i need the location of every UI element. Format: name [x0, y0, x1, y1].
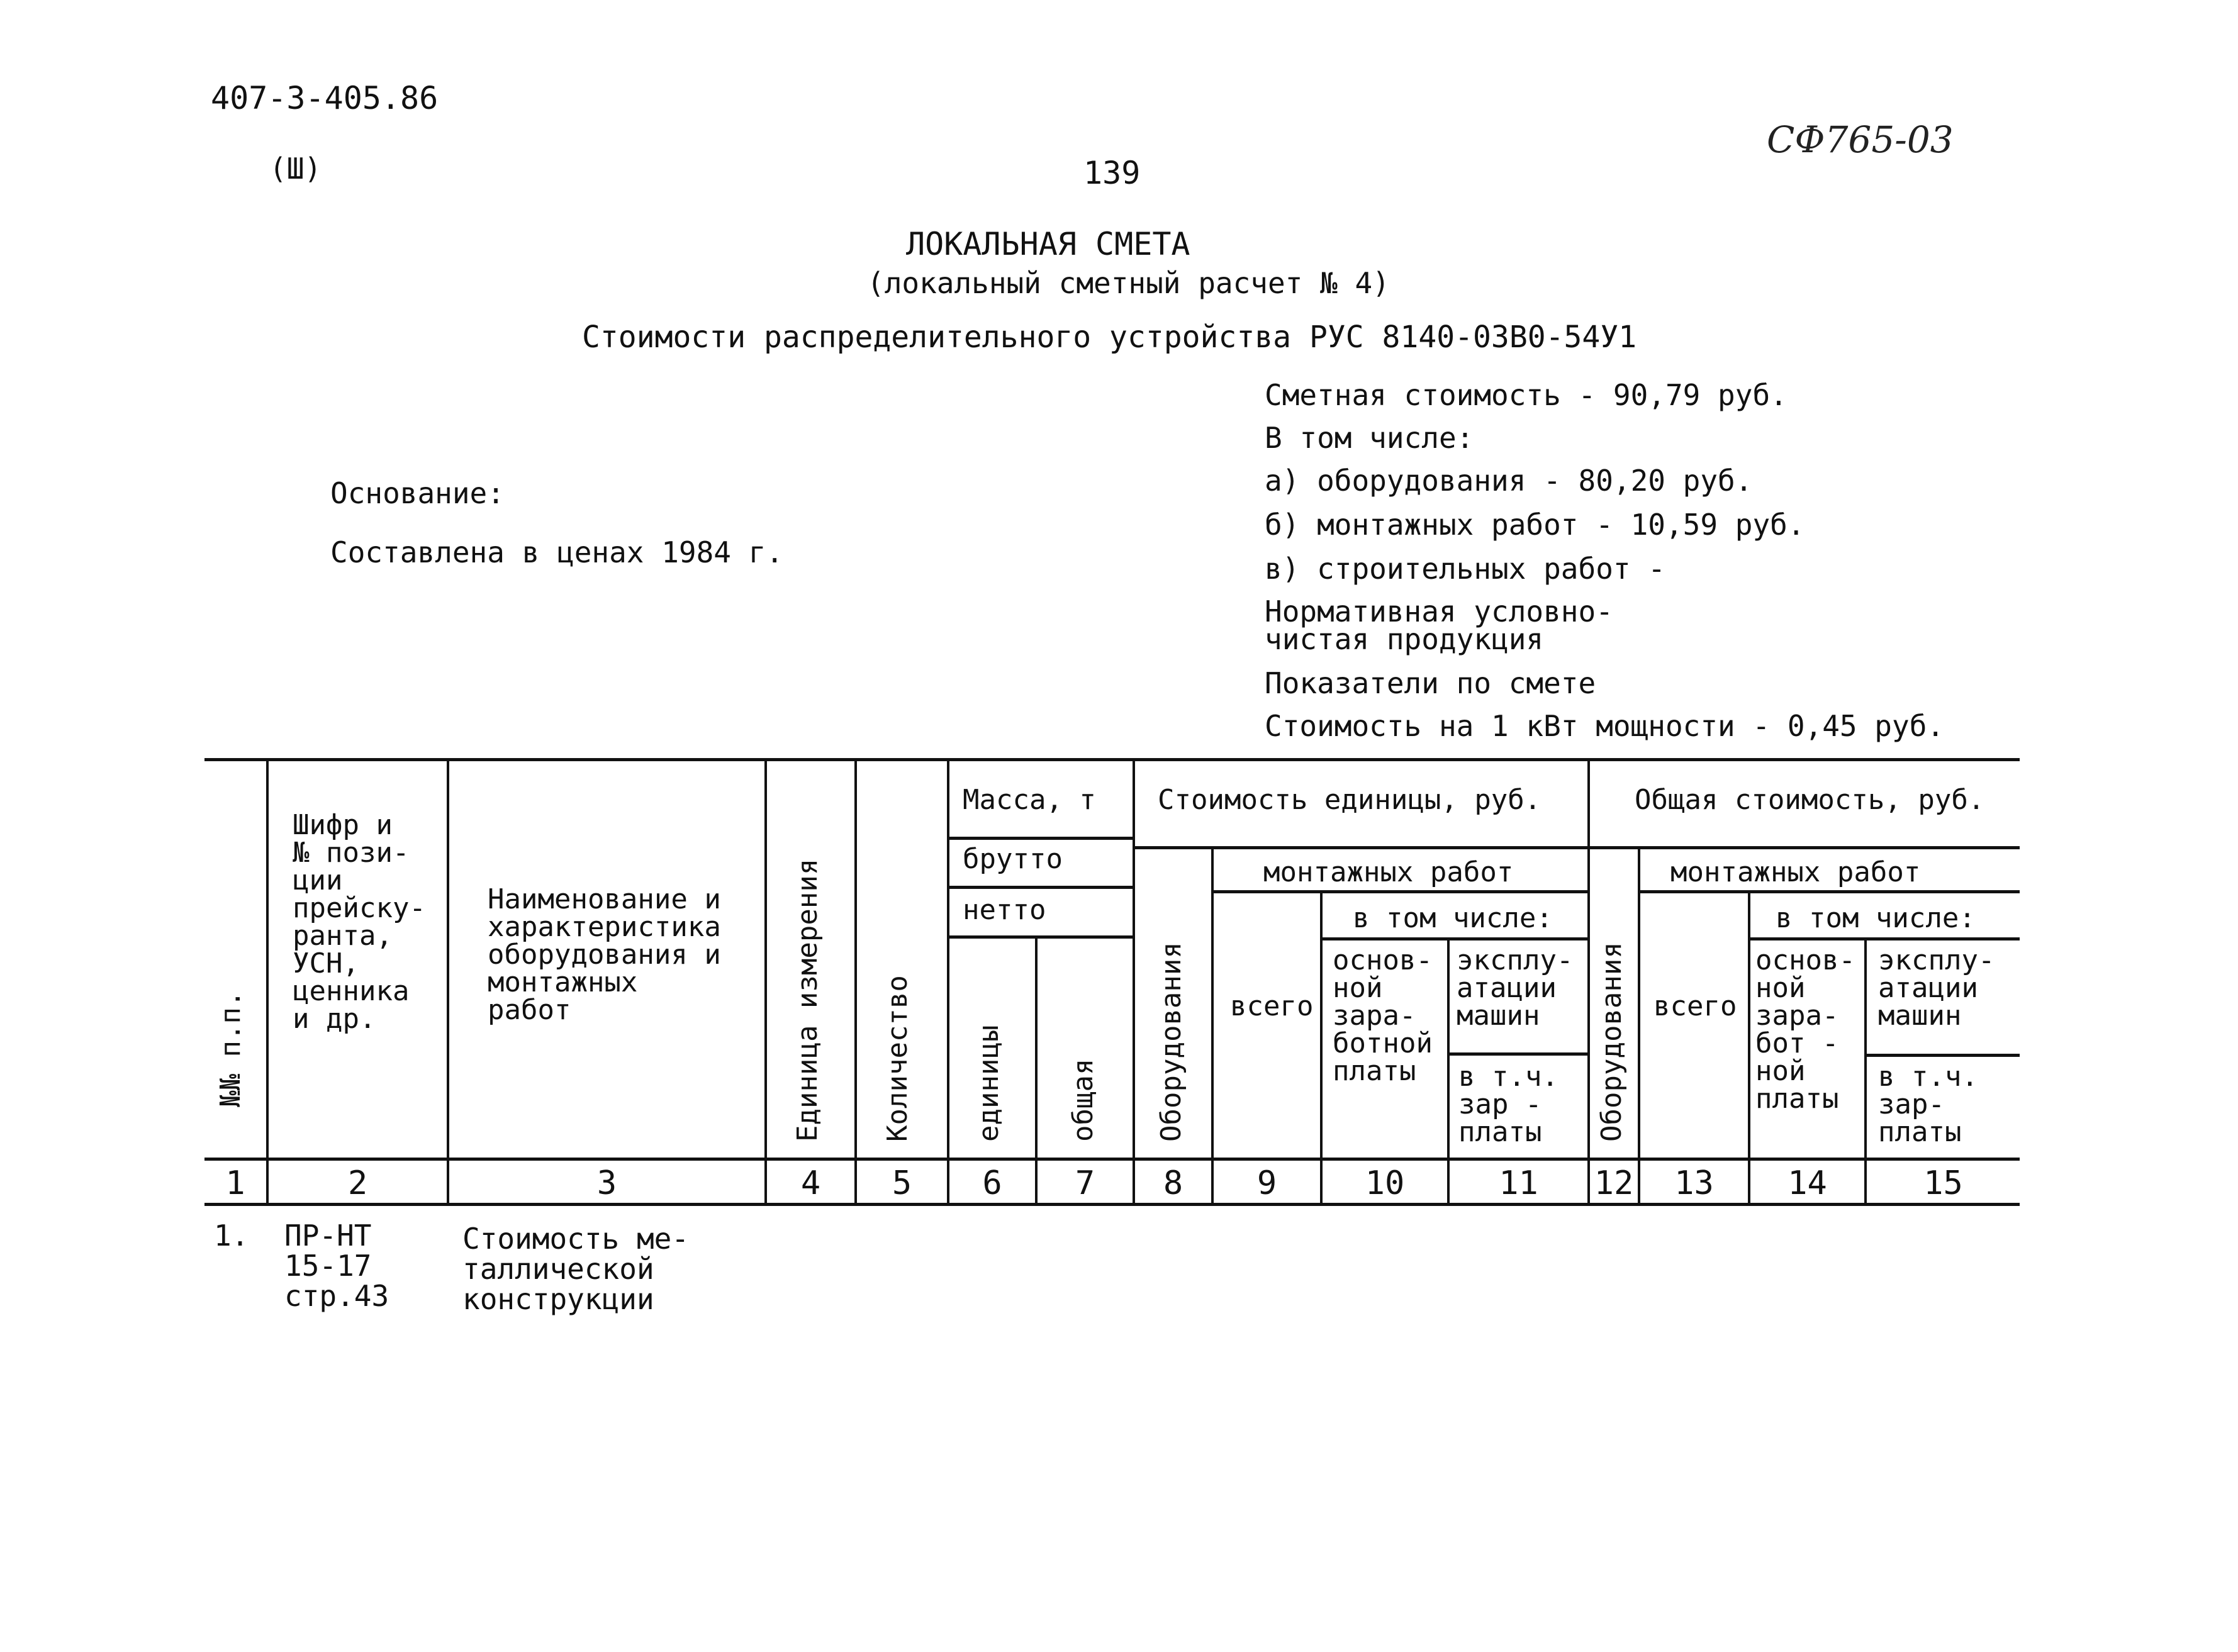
header-all-unit: всего — [1230, 990, 1314, 1022]
header-unit-cost: Стоимость единицы, руб. — [1158, 784, 1541, 816]
page-title: ЛОКАЛЬНАЯ СМЕТА — [906, 226, 1190, 262]
header-incl-wages-unit: в т.ч. зар - платы — [1458, 1061, 1558, 1148]
rule-incl-1 — [1320, 937, 1587, 940]
col-divider — [764, 760, 767, 1205]
header-equipment-unit: Оборудования — [1155, 942, 1187, 1142]
col-divider — [1587, 760, 1590, 1205]
row-name: Стоимость ме- таллической конструкции — [462, 1222, 690, 1316]
header-brutto: брутто — [963, 843, 1063, 875]
column-number: 14 — [1788, 1164, 1827, 1202]
column-number: 13 — [1674, 1164, 1714, 1202]
col-divider — [1035, 937, 1038, 1205]
header-incl-unit: в том числе: — [1353, 902, 1553, 934]
col-divider — [1447, 939, 1450, 1205]
header-machines-total: эксплу- атации машин — [1878, 944, 1995, 1032]
header-installation-total: монтажных работ — [1670, 856, 1921, 888]
rule-machines-1 — [1447, 1052, 1587, 1056]
page-number: 139 — [1083, 155, 1141, 191]
header-mass-total: общая — [1067, 1058, 1099, 1142]
summary-installation: б) монтажных работ - 10,59 руб. — [1265, 508, 1805, 542]
col-divider — [447, 760, 449, 1205]
column-number: 11 — [1499, 1164, 1538, 1202]
rule-cost-title — [1133, 846, 2020, 849]
column-number: 10 — [1365, 1164, 1405, 1202]
basis-label: Основание: — [330, 476, 505, 510]
sheet-mark: (Ш) — [269, 152, 322, 186]
header-total-cost: Общая стоимость, руб. — [1635, 784, 1985, 816]
header-unit: Единица измерения — [792, 858, 824, 1142]
col-divider — [947, 760, 949, 1205]
header-all-total: всего — [1653, 990, 1737, 1022]
column-number: 2 — [347, 1164, 368, 1202]
column-number: 12 — [1594, 1164, 1634, 1202]
summary-estimated-cost: Сметная стоимость - 90,79 руб. — [1265, 378, 1788, 412]
column-number: 9 — [1256, 1164, 1277, 1202]
col-divider — [1133, 760, 1135, 1205]
header-equipment-total: Оборудования — [1596, 942, 1628, 1142]
summary-including: В том числе: — [1265, 421, 1474, 455]
header-code: Шифр и № пози- ции прейску- ранта, УСН, ценника и др. — [293, 809, 426, 1035]
rule-mass-title — [947, 837, 1133, 840]
column-number: 15 — [1923, 1164, 1963, 1202]
document-code: 407-3-405.86 — [211, 80, 439, 116]
header-installation-unit: монтажных работ — [1263, 856, 1514, 888]
col-divider — [1748, 892, 1750, 1205]
rule-install-2 — [1638, 890, 2020, 893]
header-mass-per-unit: единицы — [973, 1025, 1005, 1142]
column-number: 8 — [1163, 1164, 1183, 1202]
header-mass: Масса, т — [963, 784, 1096, 816]
prices-note: Составлена в ценах 1984 г. — [330, 535, 784, 569]
summary-normative: Нормативная условно- чистая продукция — [1265, 594, 1613, 656]
rule-install-1 — [1211, 890, 1587, 893]
column-number: 1 — [225, 1164, 245, 1202]
col-divider — [266, 760, 269, 1205]
header-num: №№ п.п. — [215, 990, 247, 1107]
column-number: 3 — [596, 1164, 617, 1202]
rule-machines-2 — [1864, 1054, 2020, 1057]
column-number: 5 — [892, 1164, 912, 1202]
rule-netto — [947, 935, 1133, 939]
summary-construction: в) строительных работ - — [1265, 552, 1665, 586]
handwritten-note: СФ765-03 — [1767, 118, 1954, 161]
row-code: ПР-НТ 15-17 стр.43 — [284, 1219, 389, 1313]
column-number: 4 — [800, 1164, 821, 1202]
header-incl-total: в том числе: — [1776, 902, 1976, 934]
col-divider — [854, 760, 857, 1205]
summary-per-kw: Стоимость на 1 кВт мощности - 0,45 руб. — [1265, 709, 1945, 743]
table-top-rule — [204, 758, 2020, 761]
summary-indicators: Показатели по смете — [1265, 666, 1596, 700]
header-netto: нетто — [963, 894, 1046, 926]
row-number: 1. — [214, 1219, 249, 1253]
header-machines-unit: эксплу- атации машин — [1457, 944, 1574, 1032]
rule-incl-2 — [1748, 937, 2020, 940]
page-subtitle: (локальный сметный расчет № 4) — [867, 266, 1390, 300]
header-name: Наименование и характеристика оборудования и монтажных работ — [488, 883, 721, 1026]
col-divider — [1638, 848, 1640, 1205]
header-wages-unit: основ- ной зара- ботной платы — [1333, 944, 1433, 1087]
rule-brutto — [947, 886, 1133, 889]
column-number: 6 — [982, 1164, 1002, 1202]
col-divider — [1864, 939, 1867, 1205]
header-wages-total: основ- ной зара- бот - ной платы — [1755, 944, 1855, 1115]
col-divider — [1211, 848, 1214, 1205]
column-number: 7 — [1075, 1164, 1095, 1202]
header-incl-wages-total: в т.ч. зар- платы — [1878, 1061, 1978, 1148]
header-qty: Количество — [881, 975, 914, 1142]
col-divider — [1320, 892, 1323, 1205]
object-name: Стоимости распределительного устройства РУС 8140-03В0-54У1 — [582, 320, 1637, 355]
summary-equipment: а) оборудования - 80,20 руб. — [1265, 464, 1753, 498]
